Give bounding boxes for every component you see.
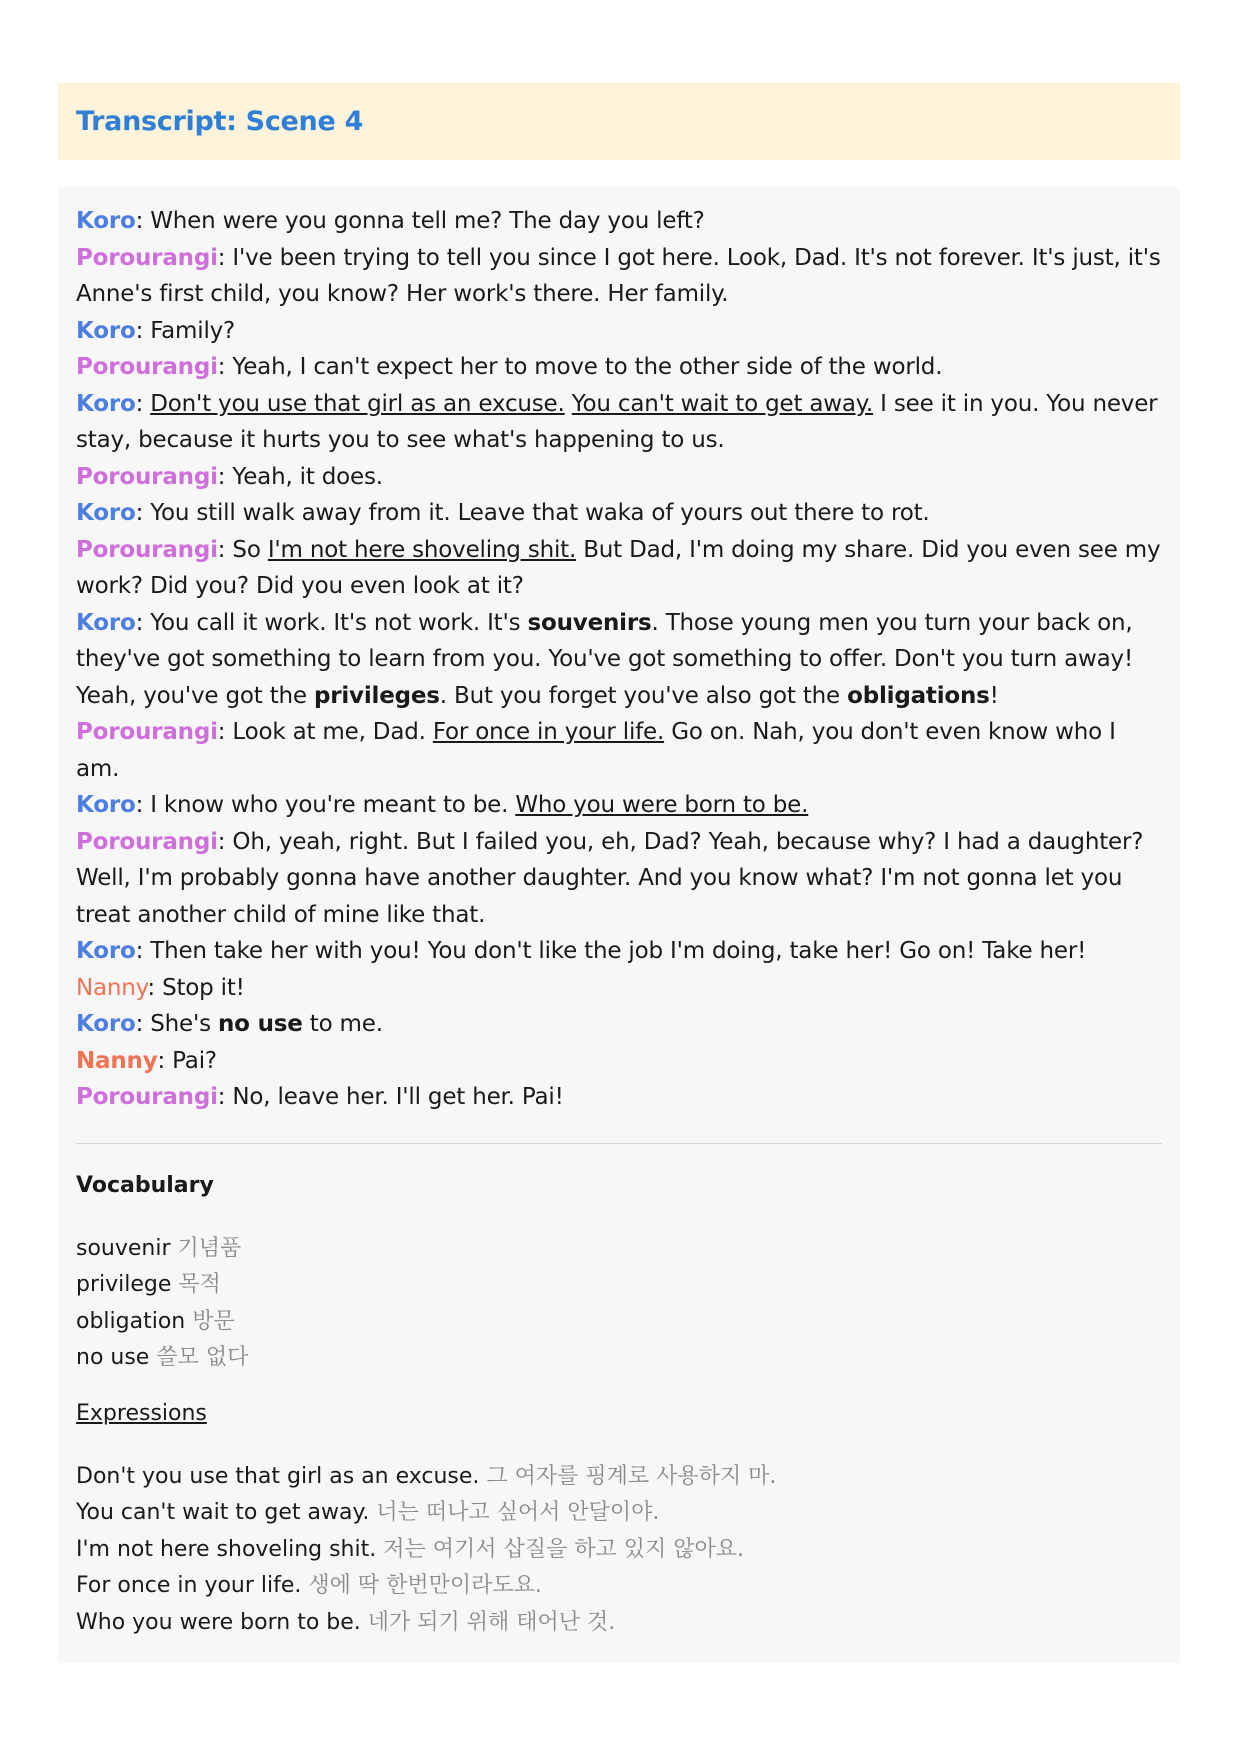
transcript xyxy=(76,203,1162,1116)
vocabulary-item xyxy=(76,1231,1162,1268)
title-banner xyxy=(58,83,1180,160)
transcript-line xyxy=(76,605,1162,715)
speaker-koro: Koro xyxy=(76,609,136,636)
transcript-line xyxy=(76,714,1162,787)
speaker-koro: Koro xyxy=(76,390,136,417)
vocab-korean: 목적 xyxy=(178,1272,221,1297)
line-text: . Those young men you turn your back on, they've got something to learn from you. You've got something to offer. Don't you turn away! Yeah, you've got the xyxy=(76,609,1133,709)
speaker-nanny: Nanny xyxy=(76,1047,158,1074)
expression-english: You can't wait to get away. xyxy=(76,1500,370,1525)
line-text: : Family? xyxy=(135,317,236,344)
transcript-line xyxy=(76,970,1162,1007)
line-text: I see it in you. You never stay, because it hurts you to see what's happening to us. xyxy=(76,390,1158,453)
vocab-english: souvenir xyxy=(76,1235,171,1261)
line-text: to me. xyxy=(302,1011,383,1037)
vocab-english: privilege xyxy=(76,1272,172,1297)
transcript-line xyxy=(76,386,1162,459)
vocab-english: obligation xyxy=(76,1308,186,1334)
line-text xyxy=(565,391,572,417)
speaker-porourangi: Porourangi xyxy=(76,463,218,490)
vocabulary-item xyxy=(76,1340,1162,1377)
speaker-porourangi: Porourangi xyxy=(76,1084,218,1110)
transcript-line xyxy=(76,532,1162,605)
transcript-line xyxy=(76,459,1162,496)
vocabulary-heading: Vocabulary xyxy=(76,1172,214,1198)
vocab-term: no use xyxy=(217,1011,303,1037)
expressions-heading: Expressions xyxy=(76,1400,207,1426)
transcript-line xyxy=(76,787,1162,824)
line-text: : No, leave her. I'll get her. Pai! xyxy=(217,1084,564,1110)
line-text: : I know who you're meant to be. xyxy=(135,792,516,818)
transcript-line xyxy=(76,240,1162,313)
transcript-line xyxy=(76,313,1162,350)
line-text: Go on. Nah, you don't even know who I am. xyxy=(76,719,1116,782)
line-text: : xyxy=(135,390,151,417)
expression-item xyxy=(76,1532,1162,1569)
speaker-porourangi: Porourangi xyxy=(76,244,218,271)
speaker-koro: Koro xyxy=(76,500,136,526)
transcript-line xyxy=(76,824,1162,934)
section-divider xyxy=(76,1143,1162,1144)
line-text: : Yeah, it does. xyxy=(217,463,383,490)
line-text: : When were you gonna tell me? The day you left? xyxy=(135,208,705,234)
underlined-expression: You can't wait to get away. xyxy=(571,390,874,417)
line-text: : Pai? xyxy=(157,1047,217,1074)
speaker-koro: Koro xyxy=(76,317,136,344)
vocab-english: no use xyxy=(76,1345,150,1370)
vocab-term: privileges xyxy=(313,682,440,709)
transcript-line xyxy=(76,349,1162,386)
underlined-expression: For once in your life. xyxy=(432,719,665,745)
expression-korean: 저는 여기서 삽질을 하고 있지 않아요. xyxy=(383,1536,744,1562)
speaker-koro: Koro xyxy=(76,938,136,964)
vocab-korean: 방문 xyxy=(192,1308,235,1334)
speaker-nanny: Nanny xyxy=(76,974,148,1001)
line-text: : So xyxy=(217,536,268,563)
underlined-expression: I'm not here shoveling shit. xyxy=(267,536,577,563)
speaker-porourangi: Porourangi xyxy=(76,536,218,563)
line-text: : Yeah, I can't expect her to move to the other side of the world. xyxy=(217,354,943,380)
line-text: : You still walk away from it. Leave that waka of yours out there to rot. xyxy=(135,500,930,526)
vocab-term: obligations xyxy=(847,682,990,709)
line-text: ! xyxy=(989,682,999,709)
expression-item xyxy=(76,1459,1162,1496)
transcript-line xyxy=(76,1006,1162,1043)
expression-english: I'm not here shoveling shit. xyxy=(76,1536,377,1562)
underlined-expression: Who you were born to be. xyxy=(515,792,809,818)
transcript-line xyxy=(76,1043,1162,1080)
vocabulary-item xyxy=(76,1304,1162,1341)
line-text: : She's xyxy=(135,1011,218,1037)
expression-item xyxy=(76,1568,1162,1605)
underlined-expression: Don't you use that girl as an excuse. xyxy=(150,390,565,417)
speaker-koro: Koro xyxy=(76,1011,136,1037)
line-text: : I've been trying to tell you since I got here. Look, Dad. It's not forever. It's just, it's Anne's first child, you know? Her work's there. Her family. xyxy=(76,244,1161,307)
vocab-korean: 쓸모 없다 xyxy=(156,1345,249,1370)
expression-korean: 네가 되기 위해 태어난 것. xyxy=(367,1609,616,1635)
page-title: Transcript: Scene 4 xyxy=(76,106,364,137)
speaker-porourangi: Porourangi xyxy=(76,828,218,855)
transcript-line xyxy=(76,933,1162,970)
expression-korean: 그 여자를 핑계로 사용하지 마. xyxy=(486,1463,777,1489)
speaker-porourangi: Porourangi xyxy=(76,719,218,745)
vocab-korean: 기념품 xyxy=(177,1235,242,1261)
vocabulary-item xyxy=(76,1267,1162,1304)
expression-english: Don't you use that girl as an excuse. xyxy=(76,1463,480,1489)
speaker-koro: Koro xyxy=(76,792,136,818)
speaker-porourangi: Porourangi xyxy=(76,354,218,380)
vocabulary-list xyxy=(76,1231,1162,1377)
line-text: : Oh, yeah, right. But I failed you, eh, Dad? Yeah, because why? I had a daughter? Well, I'm probably gonna have another daughter. And you know what? I'm not gonna let you treat another child of mine like that. xyxy=(76,828,1144,928)
line-text: But Dad, I'm doing my share. Did you even see my work? Did you? Did you even look at it? xyxy=(76,536,1161,599)
speaker-koro: Koro xyxy=(76,208,136,234)
transcript-line xyxy=(76,495,1162,532)
line-text: : Look at me, Dad. xyxy=(217,719,433,745)
line-text: . But you forget you've also got the xyxy=(439,682,848,709)
transcript-line xyxy=(76,1079,1162,1116)
vocab-term: souvenirs xyxy=(527,609,652,636)
expression-korean: 생에 딱 한번만이라도요. xyxy=(308,1573,542,1598)
expressions-list xyxy=(76,1459,1162,1642)
expression-item xyxy=(76,1605,1162,1642)
line-text: : You call it work. It's not work. It's xyxy=(135,609,528,636)
expression-english: For once in your life. xyxy=(76,1573,302,1598)
line-text: : Stop it! xyxy=(147,974,245,1001)
expression-item xyxy=(76,1495,1162,1532)
expression-english: Who you were born to be. xyxy=(76,1609,361,1635)
expression-korean: 너는 떠나고 싶어서 안달이야. xyxy=(376,1500,660,1525)
content-panel xyxy=(58,187,1180,1663)
line-text: : Then take her with you! You don't like the job I'm doing, take her! Go on! Take her! xyxy=(135,938,1087,964)
transcript-line xyxy=(76,203,1162,240)
